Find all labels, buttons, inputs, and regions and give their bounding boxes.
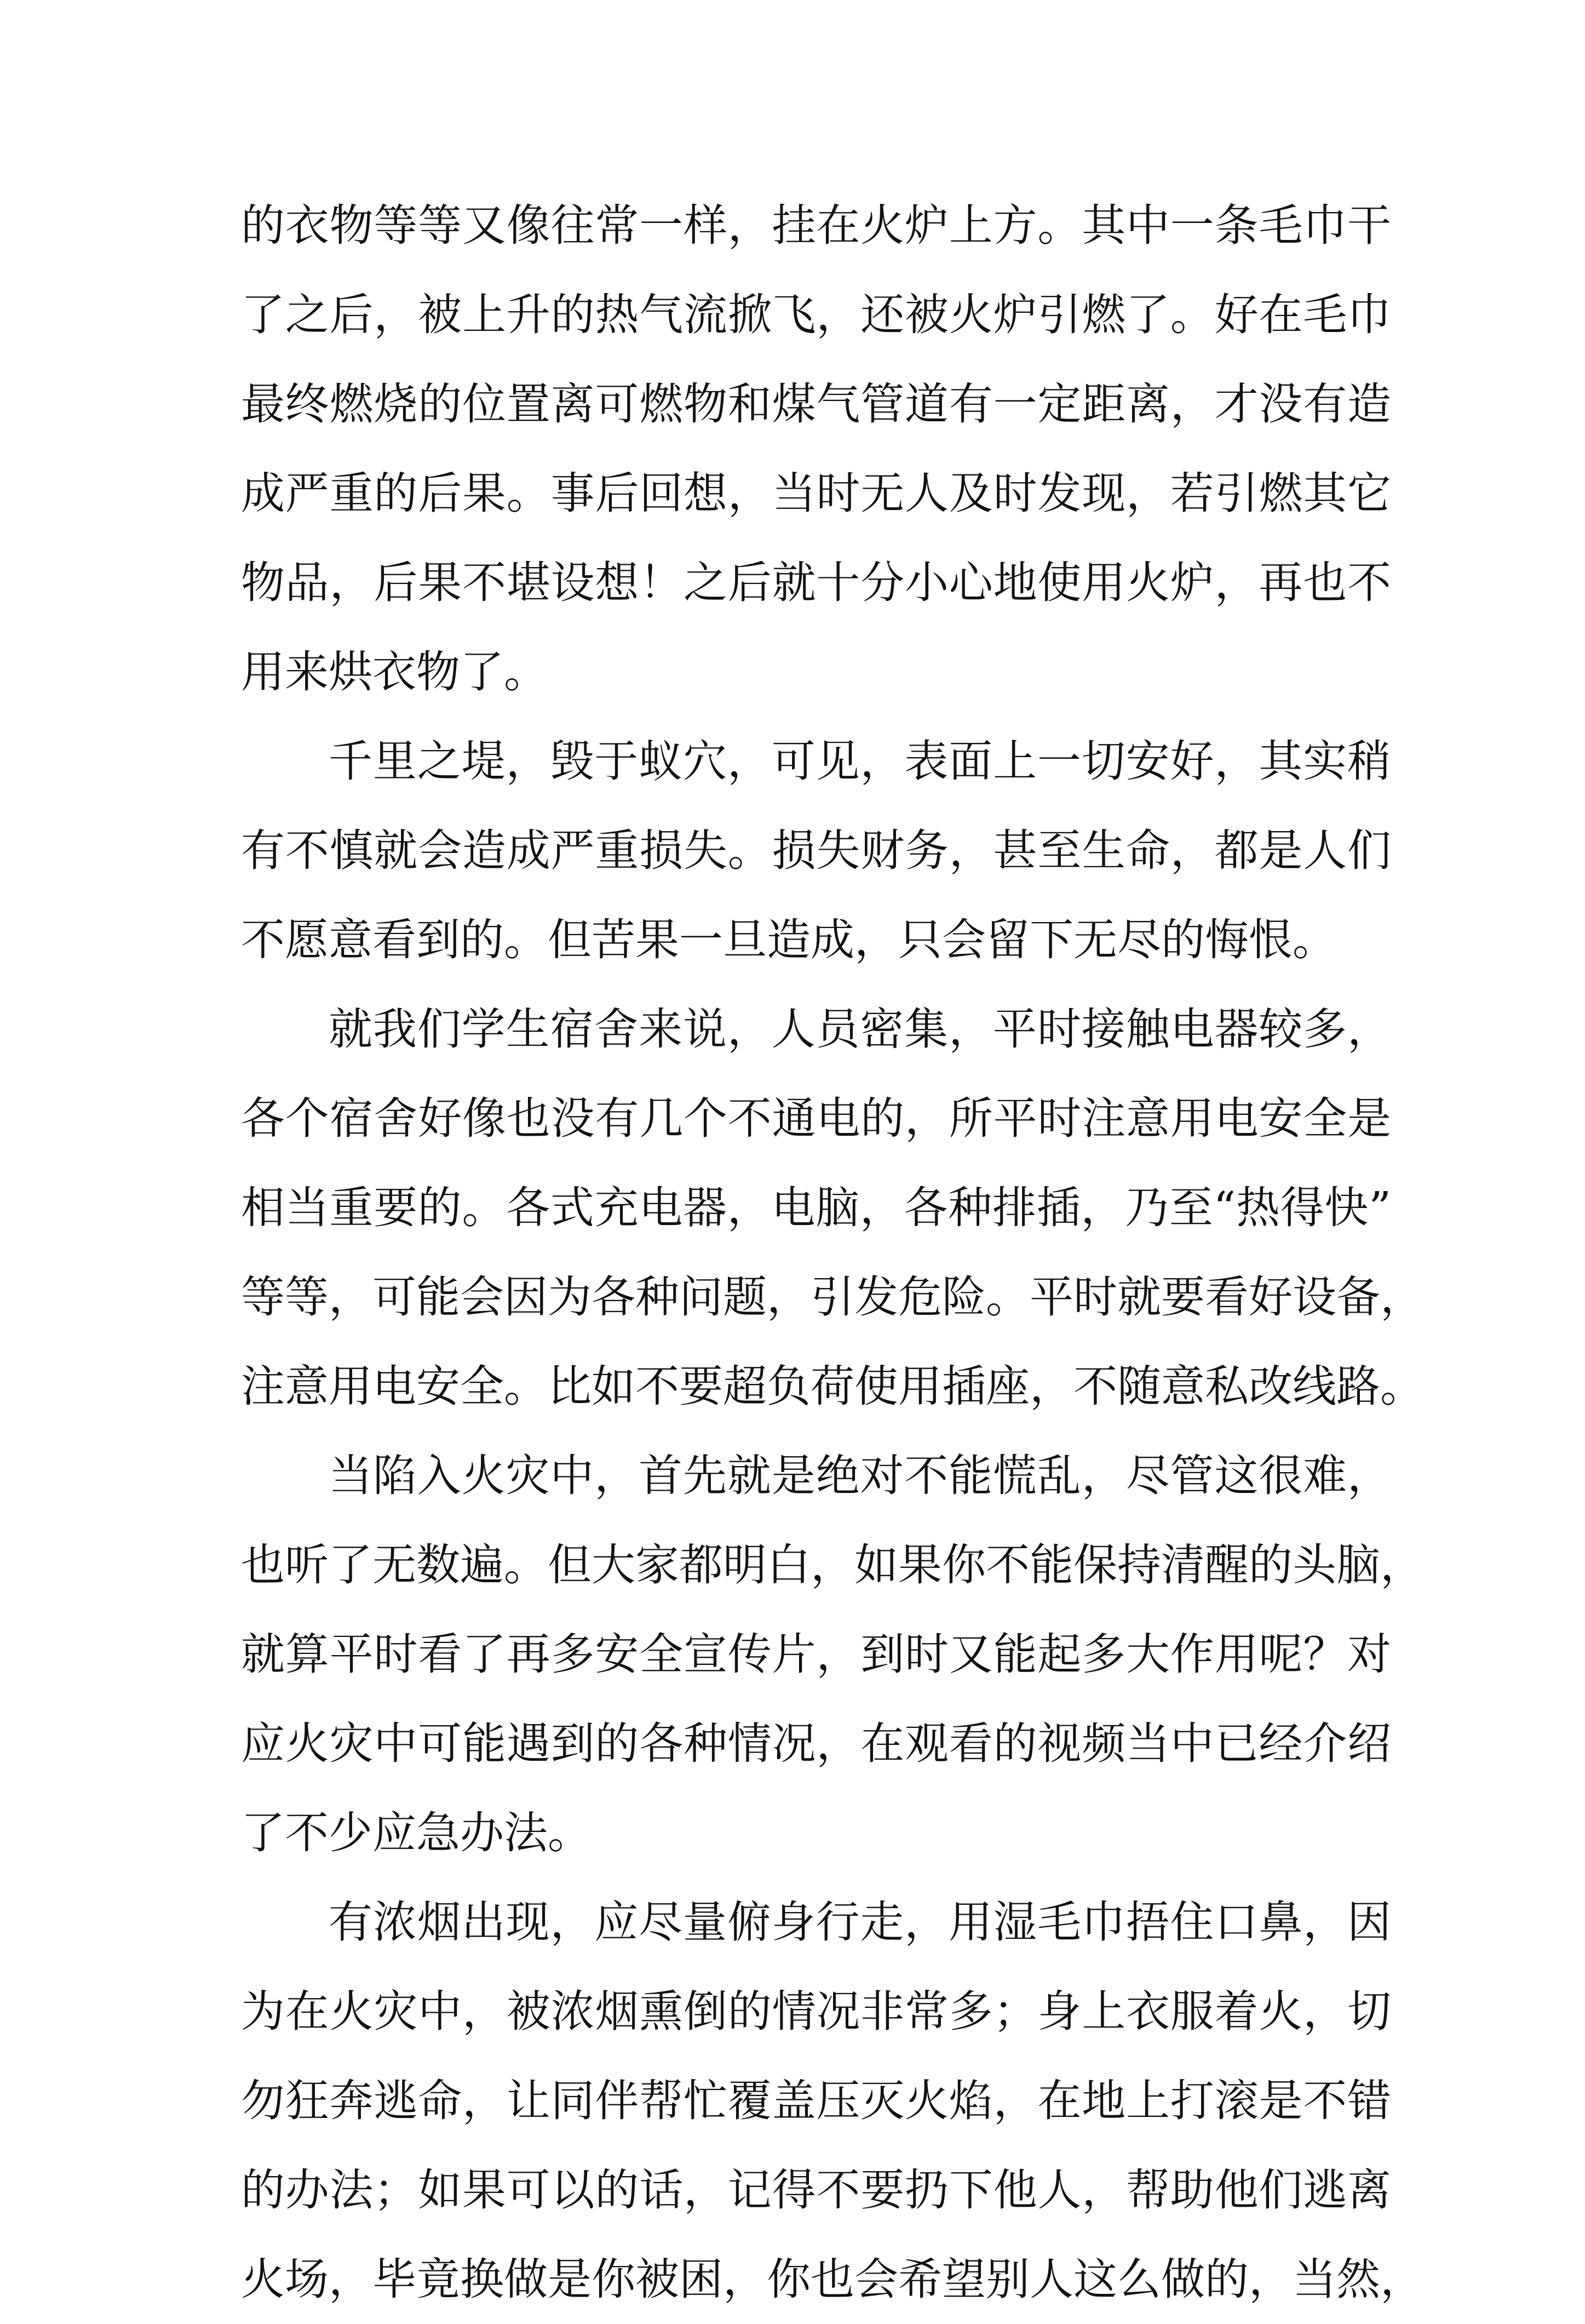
text-line: 各个宿舍好像也没有几个不通电的，所平时注意用电安全是 [241,1093,1391,1144]
text-line: 的办法；如果可以的话，记得不要扔下他人，帮助他们逃离 [241,2165,1391,2216]
text-line: 就算平时看了再多安全宣传片，到时又能起多大作用呢？对 [241,1629,1391,1680]
text-line: 当陷入火灾中，首先就是绝对不能慌乱，尽管这很难， [329,1450,1391,1501]
text-line: 为在火灾中，被浓烟熏倒的情况非常多；身上衣服着火，切 [241,1986,1391,2037]
text-line: 有浓烟出现，应尽量俯身行走，用湿毛巾捂住口鼻，因 [329,1897,1391,1948]
text-line: 了不少应急办法。 [241,1807,591,1858]
text-line: 最终燃烧的位置离可燃物和煤气管道有一定距离，才没有造 [241,379,1391,430]
text-line: 也听了无数遍。但大家都明白，如果你不能保持清醒的头脑， [241,1539,1424,1590]
text-line: 成严重的后果。事后回想，当时无人及时发现，若引燃其它 [241,468,1391,519]
text-line: 用来烘衣物了。 [241,646,548,697]
text-line: 有不慎就会造成严重损失。损失财务，甚至生命，都是人们 [241,825,1391,876]
text-line: 应火灾中可能遇到的各种情况，在观看的视频当中已经介绍 [241,1718,1391,1769]
text-line: 勿狂奔逃命，让同伴帮忙覆盖压灭火焰，在地上打滚是不错 [241,2075,1391,2126]
text-line: 就我们学生宿舍来说，人员密集，平时接触电器较多， [329,1004,1391,1055]
document-body [241,181,1424,2324]
text-line: 火场，毕竟换做是你被困，你也会希望别人这么做的，当然， [241,2254,1424,2305]
text-line: 千里之堤，毁于蚁穴，可见，表面上一切安好，其实稍 [329,736,1391,787]
text-line: 的衣物等等又像往常一样，挂在火炉上方。其中一条毛巾干 [241,200,1391,251]
text-line: 等等，可能会因为各种问题，引发危险。平时就要看好设备， [241,1272,1424,1323]
text-line: 相当重要的。各式充电器，电脑，各种排插，乃至“热得快” [241,1182,1391,1233]
text-line: 不愿意看到的。但苦果一旦造成，只会留下无尽的悔恨。 [241,914,1336,965]
text-line: 物品，后果不堪设想！之后就十分小心地使用火炉，再也不 [241,557,1391,608]
text-line: 了之后，被上升的热气流掀飞，还被火炉引燃了。好在毛巾 [241,289,1391,340]
text-line: 注意用电安全。比如不要超负荷使用插座，不随意私改线路。 [241,1361,1424,1412]
